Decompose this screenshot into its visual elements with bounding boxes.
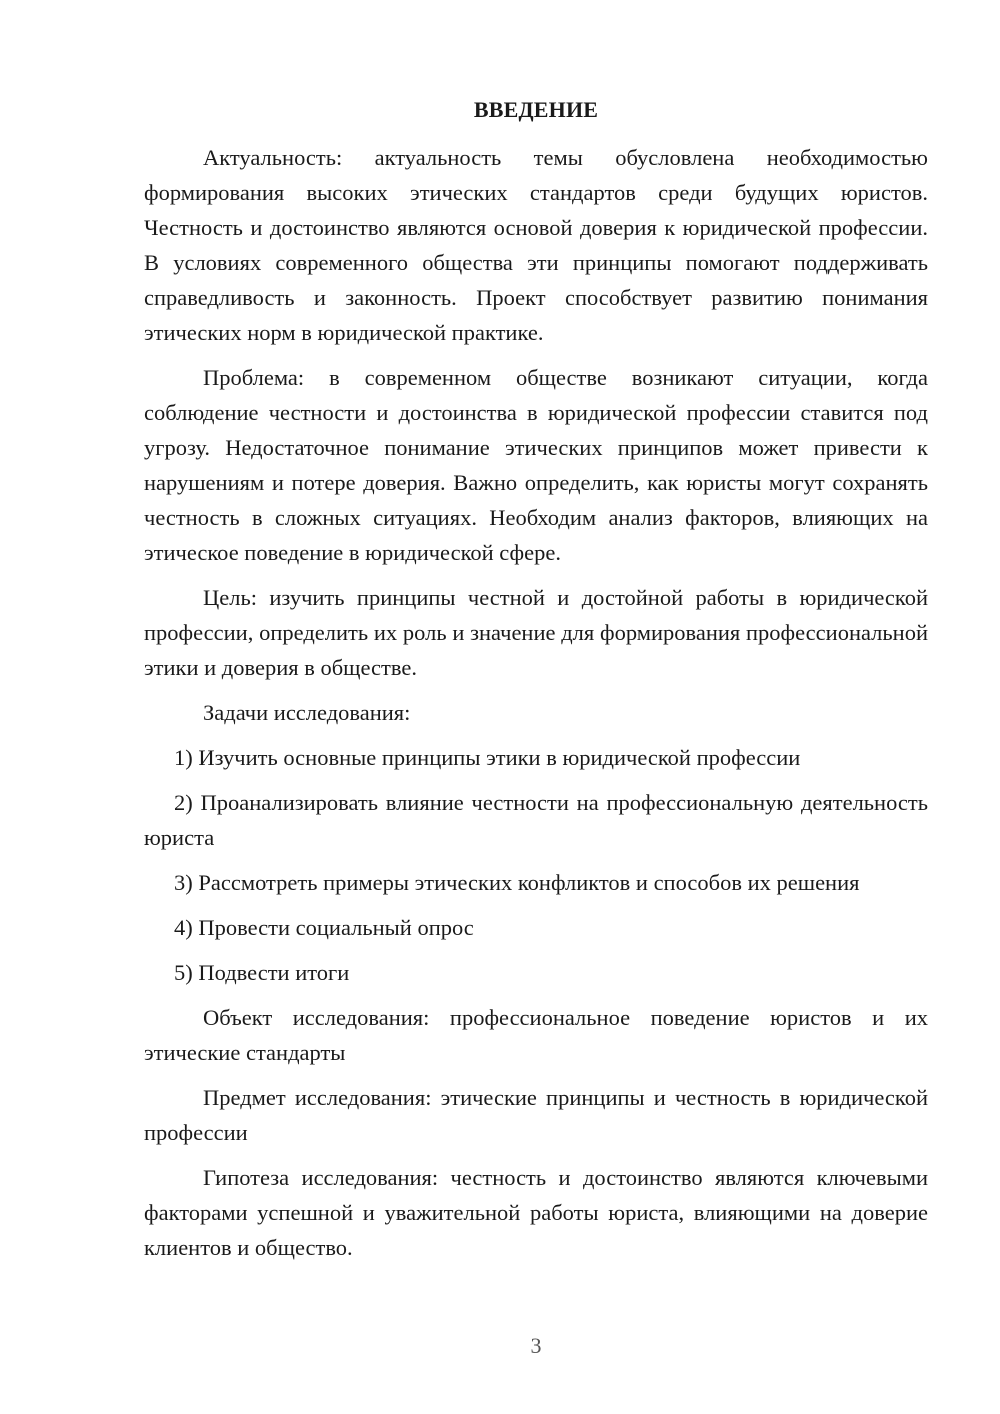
task-item: 2) Проанализировать влияние честности на профессиональную деятельность юриста [144,790,928,850]
relevance-paragraph: Актуальность: актуальность темы обусловлена необходимостью формирования высоких этических стандартов среди будущих юристов. Честность и достоинство являются основой доверия к юридической профессии. В условиях современного общества эти принципы помогают поддерживать справедливость и законность. Проект способствует развитию понимания этических норм в юридической практике. [144,145,928,345]
subject-paragraph: Предмет исследования: этические принципы и честность в юридической профессии [144,1085,928,1145]
task-item: 3) Рассмотреть примеры этических конфликтов и способов их решения [174,870,860,895]
page-number: 3 [530,1333,542,1358]
task-item: 4) Провести социальный опрос [174,915,474,940]
task-item: 5) Подвести итоги [174,960,350,985]
goal-paragraph: Цель: изучить принципы честной и достойной работы в юридической профессии, определить их роль и значение для формирования профессиональной этики и доверия в обществе. [144,585,928,680]
section-heading: ВВЕДЕНИЕ [473,97,599,122]
hypothesis-paragraph: Гипотеза исследования: честность и достоинство являются ключевыми факторами успешной и уважительной работы юриста, влияющими на доверие клиентов и общество. [144,1165,928,1260]
tasks-heading: Задачи исследования: [203,700,411,725]
problem-paragraph: Проблема: в современном обществе возникают ситуации, когда соблюдение честности и достоинства в юридической профессии ставится под угрозу. Недостаточное понимание этических принципов может привести к нарушениям и потере доверия. Важно определить, как юристы могут сохранять честность в сложных ситуациях. Необходим анализ факторов, влияющих на этическое поведение в юридической сфере. [144,365,928,565]
task-item: 1) Изучить основные принципы этики в юридической профессии [174,745,801,770]
object-paragraph: Объект исследования: профессиональное поведение юристов и их этические стандарты [144,1005,928,1065]
body-text [144,140,928,1275]
